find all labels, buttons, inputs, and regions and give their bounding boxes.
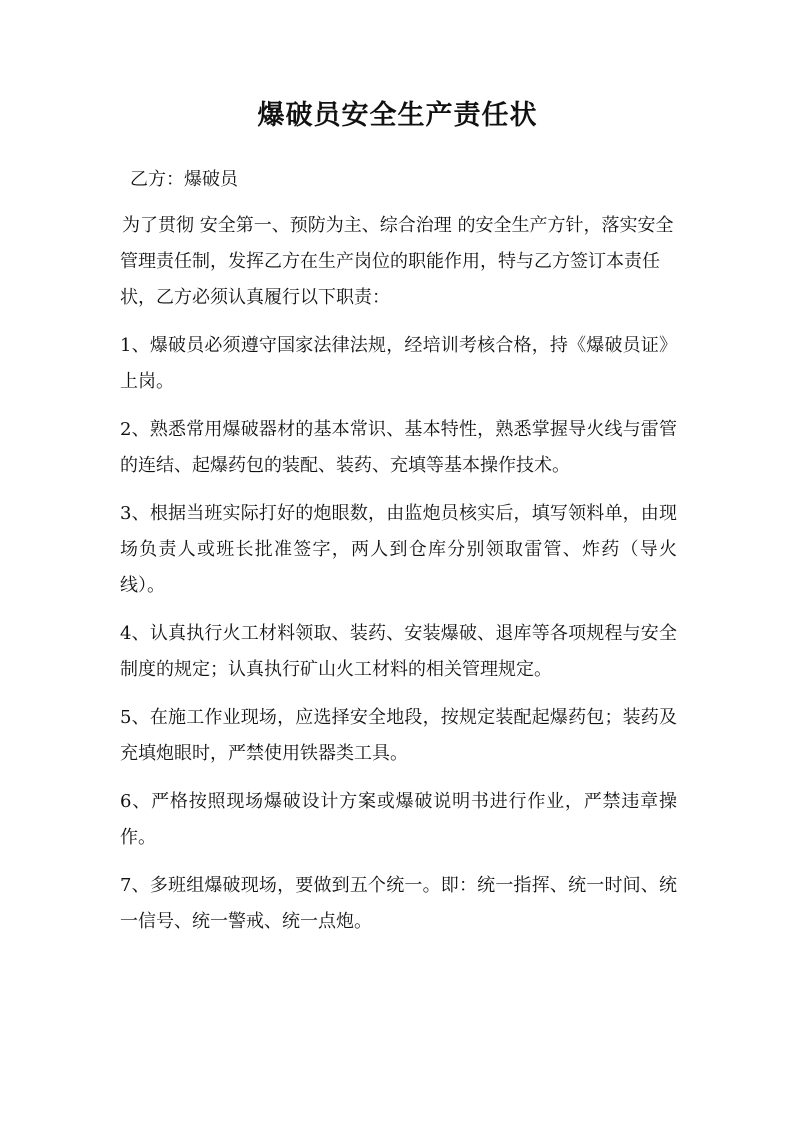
- duty-list: [118, 328, 677, 940]
- document-title: 爆破员安全生产责任状: [257, 100, 538, 131]
- duty-item-6: 6、严格按照现场爆破设计方案或爆破说明书进行作业，严禁违章操作。: [120, 791, 677, 848]
- party-b-line: 乙方：爆破员: [130, 169, 238, 190]
- duty-item-5: 5、在施工作业现场，应选择安全地段，按规定装配起爆药包；装药及充填炮眼时，严禁使用铁器类工具。: [120, 707, 677, 764]
- duty-item-7: 7、多班组爆破现场，要做到五个统一。即：统一指挥、统一时间、统一信号、统一警戒、统一点炮。: [120, 875, 677, 932]
- duty-item-4: 4、认真执行火工材料领取、装药、安装爆破、退库等各项规程与安全制度的规定；认真执行矿山火工材料的相关管理规定。: [120, 623, 677, 680]
- duty-item-1: 1、爆破员必须遵守国家法律法规，经培训考核合格，持《爆破员证》上岗。: [120, 335, 677, 392]
- duty-item-2: 2、熟悉常用爆破器材的基本常识、基本特性，熟悉掌握导火线与雷管的连结、起爆药包的装配、装药、充填等基本操作技术。: [120, 419, 677, 476]
- duty-item-3: 3、根据当班实际打好的炮眼数，由监炮员核实后，填写领料单，由现场负责人或班长批准签字，两人到仓库分别领取雷管、炸药（导火线）。: [120, 503, 677, 596]
- intro-paragraph: 为了贯彻 安全第一、预防为主、综合治理 的安全生产方针，落实安全管理责任制，发挥乙方在生产岗位的职能作用，特与乙方签订本责任状，乙方必须认真履行以下职责：: [120, 215, 674, 308]
